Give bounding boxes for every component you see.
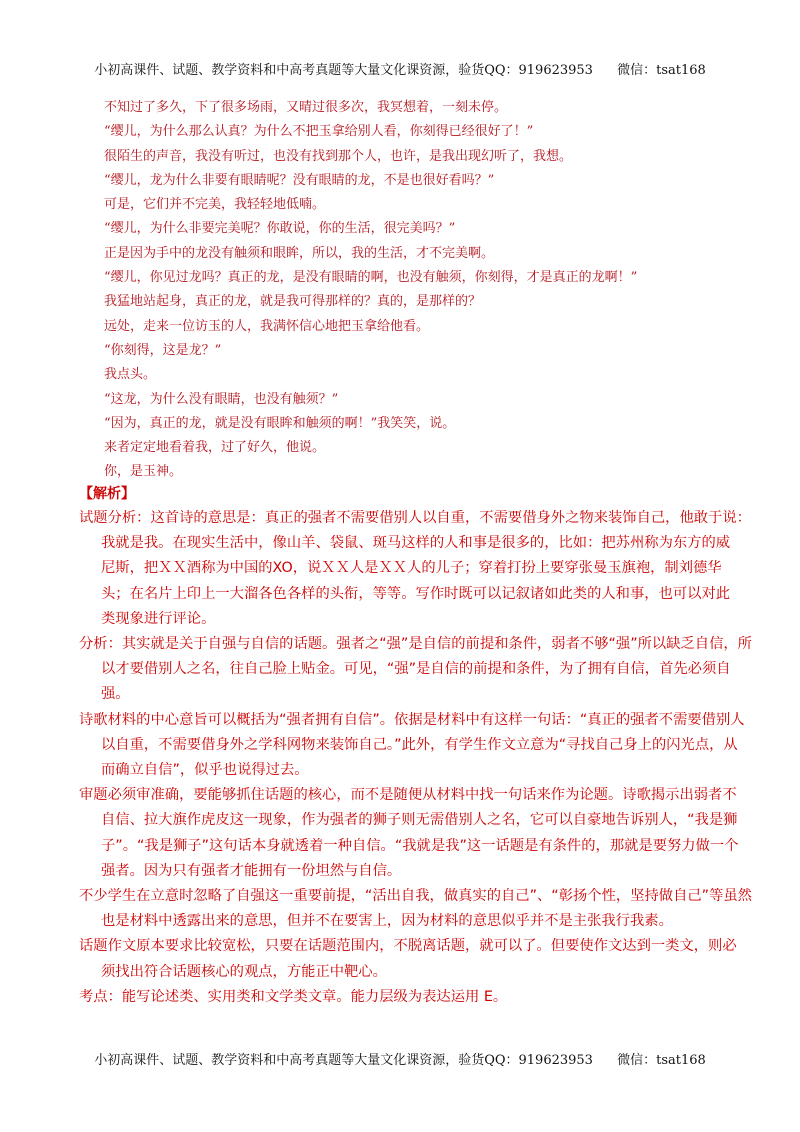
analysis-paragraph-first-line: 分析：其实就是关于自强与自信的话题。强者之“强”是自信的前提和条件，弱者不够“强”所以缺乏自信，所 (79, 636, 752, 653)
analysis-paragraph-line: 而确立自信”，似乎也说得过去。 (101, 762, 309, 779)
analysis-paragraph (79, 708, 745, 784)
analysis-paragraph-line: 尼斯，把ＸＸ酒称为中国的XO，说ＸＸ人是ＸＸ人的儿子；穿着打扮上要穿张曼玉旗袍，制刘德华 (101, 560, 722, 577)
poem-line: 很陌生的声音，我没有听过，也没有找到那个人，也许，是我出现幻听了，我想。 (104, 148, 573, 164)
analysis-paragraph-line: 头；在名片上印上一大溜各色各样的头衔，等等。写作时既可以记叙诸如此类的人和事，也可以对此 (101, 585, 731, 602)
analysis-paragraph (79, 506, 751, 632)
poem-line: “你刻得，这是龙？” (104, 342, 222, 358)
analysis-paragraph (79, 934, 745, 984)
analysis-paragraph (79, 985, 745, 1010)
poem-line: 我猛地站起身，真正的龙，就是我可得那样的？真的，是那样的？ (104, 294, 482, 310)
analysis-paragraph-first-line: 诗歌材料的中心意旨可以概括为“强者拥有自信”。依据是材料中有这样一句话：“真正的强者不需要借别人 (79, 711, 745, 728)
poem-line: “缨儿，龙为什么非要有眼睛呢？没有眼睛的龙，不是也很好看吗？” (104, 172, 495, 188)
analysis-paragraph-line: 也是材料中透露出来的意思，但并不在要害上，因为材料的意思似乎并不是主张我行我素。 (101, 913, 673, 930)
analysis-paragraph-line: 以自重，不需要借身外之学科网物来装饰自己。”此外，有学生作文立意为“寻找自己身上的闪光点，从 (101, 736, 738, 753)
poem-line: “缨儿，为什么非要完美呢？你敢说，你的生活，很完美吗？” (104, 221, 456, 237)
analysis-paragraph-line: 自信、拉大旗作虎皮这一现象，作为强者的狮子则无需借别人之名，它可以自豪地告诉别人，“我是狮 (101, 812, 738, 829)
analysis-paragraph-line: 强者。因为只有强者才能拥有一份坦然与自信。 (101, 862, 402, 879)
analysis-section (79, 482, 752, 1010)
analysis-paragraph-line: 我就是我。在现实生活中，像山羊、袋鼠、斑马这样的人和事是很多的，比如：把苏州称为东方的威 (101, 535, 731, 552)
analysis-paragraph (79, 884, 752, 934)
analysis-paragraph-line: 子”。“我是狮子”这句话本身就透着一种自信。“我就是我”这一话题是有条件的，那就是要努力做一个 (101, 837, 739, 854)
poem-line: “这龙，为什么没有眼睛，也没有触须？” (104, 391, 339, 407)
analysis-body (79, 506, 752, 1010)
page-footer (0, 1049, 800, 1068)
analysis-paragraph-first-line: 审题必须审准确，要能够抓住话题的核心，而不是随便从材料中找一句话来作为论题。诗歌揭示出弱者不 (79, 787, 737, 804)
analysis-paragraph-first-line: 考点：能写论述类、实用类和文学类文章。能力层级为表达运用 E。 (79, 988, 508, 1005)
poem-line: 正是因为手中的龙没有触须和眼眸，所以，我的生活，才不完美啊。 (104, 245, 495, 261)
poem-line: “缨儿，为什么那么认真？为什么不把玉拿给别人看，你刻得已经很好了！” (104, 124, 534, 140)
analysis-paragraph (79, 783, 745, 884)
analysis-paragraph-line: 类现象进行评论。 (101, 610, 216, 627)
poem-line: 远处，走来一位访玉的人，我满怀信心地把玉拿给他看。 (104, 318, 430, 334)
header-resource-text: 小初高课件、试题、教学资料和中高考真题等大量文化课资源，验货QQ：919623953 (94, 63, 593, 78)
header-wechat-text: 微信：tsat168 (617, 63, 706, 78)
poem-line: 来者定定地看着我，过了好久，他说。 (104, 440, 326, 456)
poem-line: 不知过了多久，下了很多场雨，又晴过很多次，我冥想着，一刻未停。 (104, 100, 508, 115)
analysis-paragraph (79, 632, 752, 708)
analysis-paragraph-first-line: 试题分析：这首诗的意思是：真正的强者不需要借别人以自重，不需要借身外之物来装饰自己，他敢于说： (79, 510, 751, 526)
analysis-paragraph-line: 须找出符合话题核心的观点，方能正中靶心。 (101, 963, 387, 980)
poem-line: 你，是玉神。 (104, 464, 183, 480)
poem-text-block (104, 96, 764, 485)
analysis-paragraph-first-line: 话题作文原本要求比较宽松，只要在话题范围内，不脱离话题，就可以了。但要使作文达到一类文，则必 (79, 938, 737, 955)
page-header (0, 59, 800, 78)
analysis-paragraph-first-line: 不少学生在立意时忽略了自强这一重要前提，“活出自我，做真实的自己”、“彰扬个性，坚持做自己”等虽然 (79, 888, 752, 905)
analysis-paragraph-line: 以才要借别人之名，往自己脸上贴金。可见，“强”是自信的前提和条件，为了拥有自信，首先必须自强。 (101, 661, 731, 703)
footer-wechat-text: 微信：tsat168 (617, 1053, 706, 1068)
analysis-title: 【解析】 (79, 486, 135, 502)
footer-resource-text: 小初高课件、试题、教学资料和中高考真题等大量文化课资源，验货QQ：919623953 (94, 1053, 593, 1068)
poem-line: 我点头。 (104, 367, 157, 383)
poem-line: “缨儿，你见过龙吗？真正的龙，是没有眼睛的啊，也没有触须，你刻得，才是真正的龙啊！” (104, 270, 638, 286)
poem-line: “因为，真正的龙，就是没有眼眸和触须的啊！”我笑笑，说。 (104, 415, 456, 431)
poem-line: 可是，它们并不完美，我轻轻地低喃。 (104, 197, 326, 213)
